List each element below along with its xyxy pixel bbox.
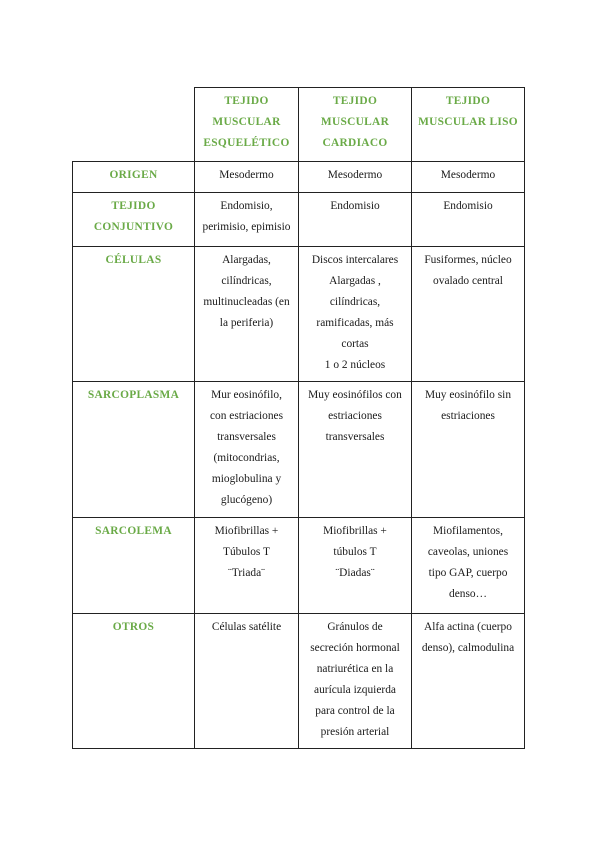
cell-line: ovalado central — [433, 275, 503, 287]
cell-conjuntivo-esqueletico — [195, 193, 299, 247]
header-line: TEJIDO — [224, 95, 269, 107]
cell-line: tipo GAP, cuerpo — [428, 567, 508, 579]
header-line: CARDIACO — [322, 137, 388, 149]
row-sarcolema — [73, 518, 525, 614]
cell-otros-esqueletico — [195, 614, 299, 749]
cell-celulas-liso — [412, 247, 525, 382]
row-label-line: CÉLULAS — [105, 254, 162, 266]
cell-line: (mitocondrias, — [213, 452, 280, 464]
row-label-sarcolema — [73, 518, 195, 614]
cell-line: Alargadas , — [329, 275, 381, 287]
header-line: ESQUELÉTICO — [203, 137, 290, 149]
cell-line: cortas — [341, 338, 369, 350]
cell-celulas-esqueletico — [195, 247, 299, 382]
header-esqueletico — [195, 88, 299, 162]
cell-otros-cardiaco — [299, 614, 412, 749]
row-label-line: ORIGEN — [109, 169, 158, 181]
cell-conjuntivo-liso — [412, 193, 525, 247]
cell-line: Endomisio — [443, 200, 493, 212]
cell-line: Gránulos de — [327, 621, 383, 633]
cell-sarcoplasma-cardiaco — [299, 382, 412, 518]
cell-line: ramificadas, más — [316, 317, 394, 329]
cell-line: ¨Diadas¨ — [335, 567, 375, 579]
row-label-tejido-conjuntivo — [73, 193, 195, 247]
cell-celulas-cardiaco — [299, 247, 412, 382]
cell-line: Mesodermo — [440, 169, 496, 181]
cell-line: Mesodermo — [327, 169, 383, 181]
cell-line: Discos intercalares — [311, 254, 399, 266]
row-label-line: SARCOPLASMA — [87, 389, 180, 401]
cell-line: aurícula izquierda — [314, 684, 396, 696]
cell-line: Túbulos T — [223, 546, 270, 558]
cell-line: 1 o 2 núcleos — [324, 359, 386, 371]
cell-line: Endomisio, — [220, 200, 273, 212]
cell-line: Mesodermo — [219, 169, 274, 181]
row-label-origen — [73, 162, 195, 193]
header-row — [73, 88, 525, 162]
row-tejido-conjuntivo — [73, 193, 525, 247]
cell-line: para control de la — [315, 705, 395, 717]
cell-line: Miofilamentos, — [433, 525, 503, 537]
row-label-line: SARCOLEMA — [95, 525, 172, 537]
cell-sarcolema-esqueletico — [195, 518, 299, 614]
row-label-celulas — [73, 247, 195, 382]
comparison-table — [72, 87, 525, 749]
row-origen — [73, 162, 525, 193]
cell-line: transversales — [217, 431, 276, 443]
cell-line: Células satélite — [211, 621, 282, 633]
cell-conjuntivo-cardiaco — [299, 193, 412, 247]
header-line: MUSCULAR — [320, 116, 390, 128]
header-liso — [412, 88, 525, 162]
cell-line: la periferia) — [219, 317, 274, 329]
cell-origen-esqueletico — [195, 162, 299, 193]
cell-line: túbulos T — [333, 546, 377, 558]
cell-line: natriurética en la — [316, 663, 394, 675]
row-sarcoplasma — [73, 382, 525, 518]
cell-line: denso… — [449, 588, 487, 600]
row-label-otros — [73, 614, 195, 749]
header-cardiaco — [299, 88, 412, 162]
header-line: TEJIDO — [445, 95, 491, 107]
cell-sarcoplasma-esqueletico — [195, 382, 299, 518]
cell-line: con estriaciones — [209, 410, 284, 422]
row-label-line: TEJIDO — [111, 200, 156, 212]
row-label-sarcoplasma — [73, 382, 195, 518]
row-celulas — [73, 247, 525, 382]
cell-origen-cardiaco — [299, 162, 412, 193]
cell-line: Muy eosinófilo sin — [424, 389, 512, 401]
cell-line: multinucleadas (en — [203, 296, 290, 308]
cell-line: Alargadas, — [222, 254, 271, 266]
cell-sarcoplasma-liso — [412, 382, 525, 518]
cell-line: estriaciones — [328, 410, 382, 422]
cell-line: Endomisio — [330, 200, 380, 212]
cell-line: secreción hormonal — [310, 642, 400, 654]
cell-line: Alfa actina (cuerpo — [424, 621, 512, 633]
cell-line: mioglobulina y — [211, 473, 282, 485]
cell-line: caveolas, uniones — [427, 546, 509, 558]
cell-line: transversales — [325, 431, 385, 443]
cell-line: cilíndricas, — [221, 275, 272, 287]
cell-sarcolema-cardiaco — [299, 518, 412, 614]
cell-line: ¨Triada¨ — [228, 567, 265, 579]
header-line: MUSCULAR — [212, 116, 281, 128]
cell-line: Muy eosinófilos con — [308, 389, 402, 401]
cell-line: Miofibrillas + — [214, 525, 279, 537]
cell-sarcolema-liso — [412, 518, 525, 614]
header-line: MUSCULAR LISO — [418, 116, 518, 128]
row-label-line: OTROS — [112, 621, 155, 633]
cell-line: denso), calmodulina — [421, 642, 515, 654]
header-line: TEJIDO — [332, 95, 378, 107]
cell-line: perimisio, epimisio — [202, 221, 291, 233]
cell-line: presión arterial — [320, 726, 390, 738]
cell-line: estriaciones — [441, 410, 495, 422]
row-otros — [73, 614, 525, 749]
cell-line: Mur eosinófilo, — [211, 389, 282, 401]
cell-line: Fusiformes, núcleo — [424, 254, 512, 266]
cell-line: Miofibrillas + — [323, 525, 387, 537]
row-label-line: CONJUNTIVO — [93, 221, 174, 233]
cell-origen-liso — [412, 162, 525, 193]
cell-otros-liso — [412, 614, 525, 749]
cell-line: glucógeno) — [220, 494, 273, 506]
empty-corner-cell — [73, 88, 195, 162]
cell-line: cilíndricas, — [329, 296, 381, 308]
